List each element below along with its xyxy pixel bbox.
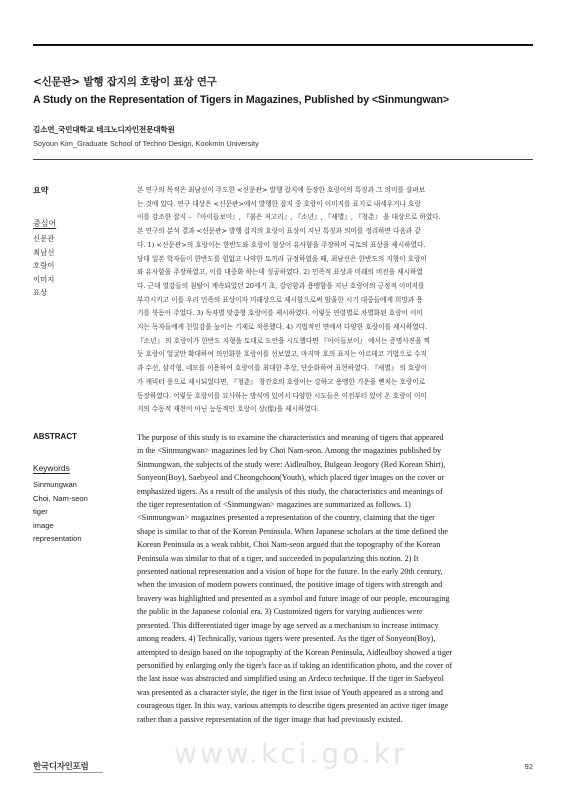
abstract-line: 다. 1) <신문관>의 호랑이는 한반도와 호랑이 형상이 유사함을 주장하며 국토의 표상을 제시하였다.	[137, 240, 426, 249]
abstract-line: presented. This differentiated tiger image by age served as a mechanism to increase intimacy	[137, 620, 439, 630]
abstract-line: when the invasion of modern powers continued, the positive image of tigers with strength and	[137, 580, 443, 590]
abstract-line: 지는 독자들에게 친밀감을 높이는 기제로 작용했다. 4) 기법적인 면에서 다양한 호랑이를 제시하였다.	[137, 323, 428, 332]
abstract-line: Peninsula was similar to that of a tiger, and succeeded in popularizing this notion. 2) It	[137, 553, 419, 563]
abstract-line: 지의 수동적 재현이 아닌 능동적인 호랑이 상(像)을 제시하였다.	[137, 405, 320, 414]
abstract-line: 다. 근대 열강들의 침탈이 계속되었던 20세기 초, 강인함과 용맹함을 지닌 호랑이의 긍정적 이미지를	[137, 281, 425, 290]
keyword-item: 표상	[33, 288, 48, 298]
watermark: www.kci.go.kr	[174, 737, 408, 770]
abstract-line: bravery was highlighted and presented as a symbol and future image of our people, encouraging	[137, 593, 450, 603]
abstract-line: in the <Sinmungwan> magazines led by Choi Nam-seon. Among the magazines published by	[137, 446, 442, 456]
abstract-line: emphasized tigers. As a result of the analysis of this study, the characteristics and meanings of	[137, 486, 443, 496]
title-english: A Study on the Representation of Tigers in Magazines, Published by <Sinmungwan>	[33, 94, 449, 106]
abstract-line: Korean Peninsula as a weak rabbit, Choi Nam-seon argued that the topography of the Korean	[137, 540, 441, 550]
abstract-line: Sonyeon(Boy), Saebyeol and Cheongchoon(Youth), which placed tiger images on the cover or	[137, 473, 445, 483]
abstract-line: The purpose of this study is to examine the characteristics and meaning of tigers that appeared	[137, 433, 444, 442]
abstract-line: 과 수선, 삼각형, 네모를 이용하여 호랑이를 최대한 추상, 단순화하여 표현하였다. 『새별』 의 호랑이	[137, 364, 428, 373]
title-korean: <신문관> 발행 잡지의 호랑이 표상 연구	[33, 76, 217, 88]
abstract-line: 는 것에 있다. 연구 대상은 <신문관>에서 발행한 잡지 중 호랑이 이미지를 표지로 내세우거나 호랑	[137, 199, 421, 208]
page-number: 92	[524, 762, 533, 771]
abstract-line: 본 연구의 분석 결과 <신문관> 발행 잡지의 호랑이 표상이 지닌 특징과 의미를 정리하면 다음과 같	[137, 227, 421, 236]
journal-logo: 한국디자인포럼	[33, 762, 89, 772]
english-keywords-list	[33, 478, 88, 546]
abstract-line: courageous tiger. In this way, various attempts to describe tigers presented an active tiger image	[137, 701, 449, 711]
keyword-item: Sinmungwan	[33, 480, 77, 489]
english-keywords-label: Keywords	[33, 463, 70, 473]
korean-abstract-label: 요약	[33, 186, 49, 195]
abstract-line: among readers. 4) Technically, various tigers were presented. As the tiger of Sonyeon(Boy),	[137, 634, 436, 644]
journal-logo-underline	[33, 772, 103, 773]
abstract-line: rather than a passive representation of the tiger image that had previously existed.	[137, 714, 403, 724]
abstract-line: 『소년』 의 호랑이가 한반도 지형을 토대로 도안을 시도했다면 『아이들보이』 에서는 증명사진을 찍	[137, 336, 430, 345]
keyword-item: 신문관	[33, 234, 55, 243]
keyword-item: 최남선	[33, 247, 55, 257]
abstract-line: 듯 호랑이 얼굴만 확대하여 의인화한 호랑이를 선보였고, 마지막 호의 표지는 아르데코 기법으로 수직	[137, 350, 427, 359]
abstract-line: Sinmungwan, the subjects of the study were: Aidleulboy, Bulgean Jeogory (Red Korean Shirt),	[137, 459, 446, 469]
abstract-line: 부각시키고 이를 우리 민족의 표상이자 미래상으로 제시함으로써 암울한 시기 대중들에게 희망과 용	[137, 295, 423, 304]
abstract-line: 이를 강조한 잡지 – 『아이들보이』, 『붉은 저고리』, 『소년』, 『새별』, 『청춘』 을 대상으로 하였다.	[137, 213, 441, 222]
author-korean: 김소연_국민대학교 테크노디자인전문대학원	[33, 125, 175, 134]
keyword-item: tiger	[33, 507, 48, 516]
keyword-item: representation	[33, 534, 82, 543]
korean-keywords-list	[33, 232, 54, 300]
abstract-line: attempted to design based on the topography of the Korean Peninsula, Aidleulboy showed a tiger	[137, 647, 453, 657]
keyword-item: Choi, Nam-seon	[33, 493, 88, 503]
keyword-item: 이미지	[33, 274, 55, 284]
abstract-line: 등장하였다. 이렇듯 호랑이를 묘사하는 방식에 있어서 다양한 시도들은 이전부터 있어 온 호랑이 이미	[137, 391, 427, 400]
abstract-line: 가 캐릭터 풍으로 제시되었다면, 『청춘』 창간호의 호랑이는 강하고 용맹한 기운을 뻗치는 호랑이로	[137, 377, 426, 386]
keyword-item: image	[33, 520, 54, 530]
abstract-line: the tiger representation of <Sinmungwan> magazines are summarized as follows. 1)	[137, 500, 411, 510]
english-abstract-body	[137, 431, 533, 726]
abstract-line: 당대 일본 학자들이 한반도를 힘없고 나약한 토끼라 규정하였을 때, 최남선은 한반도의 지형이 호랑이	[137, 254, 427, 263]
top-rule	[33, 44, 533, 46]
abstract-line: 기를 북돋아 주었다. 3) 독자별 맞춤형 호랑이를 제시하였다. 이렇듯 연령별로 차별화된 호랑이 이미	[137, 309, 423, 318]
abstract-line: the last issue was abstracted and simplified using an Ardeco technique. If the tiger in Saebyeol	[137, 674, 444, 684]
abstract-line: shape is similar to that of the Korean Peninsula. When Japanese scholars at the time defined the	[137, 526, 448, 536]
korean-keywords-label: 중심어	[33, 219, 57, 228]
author-english: Soyoun Kim_Graduate School of Techno Design, Kookmin University	[33, 139, 259, 148]
keyword-item: 호랑이	[33, 261, 55, 271]
section-divider	[33, 159, 533, 160]
korean-abstract-body	[137, 184, 533, 417]
english-abstract-label: ABSTRACT	[33, 432, 77, 441]
abstract-line: was presented as a character style, the tiger in the first issue of Youth appeared as a strong and	[137, 687, 443, 697]
abstract-line: 와 유사함을 주장하였고, 이를 대중화 하는데 성공하였다. 2) 민족적 표상과 미래의 비전을 제시하였	[137, 268, 423, 277]
abstract-line: presented national representation and a vision of hope for the future. In the early 20th century,	[137, 567, 443, 577]
abstract-line: <Sinmungwan> magazines presented a representation of the country, claiming that the tiger	[137, 513, 435, 523]
abstract-line: the public in the Japanese colonial era. 3) Customized tigers for varying audiences were	[137, 607, 423, 617]
abstract-line: personified by enlarging only the tiger's face as if taking an identification photo, and the cover of	[137, 660, 453, 670]
abstract-line: 본 연구의 목적은 최남선이 주도한 <신문관> 발행 잡지에 등장한 호랑이의 특징과 그 의미를 살펴보	[137, 186, 426, 194]
